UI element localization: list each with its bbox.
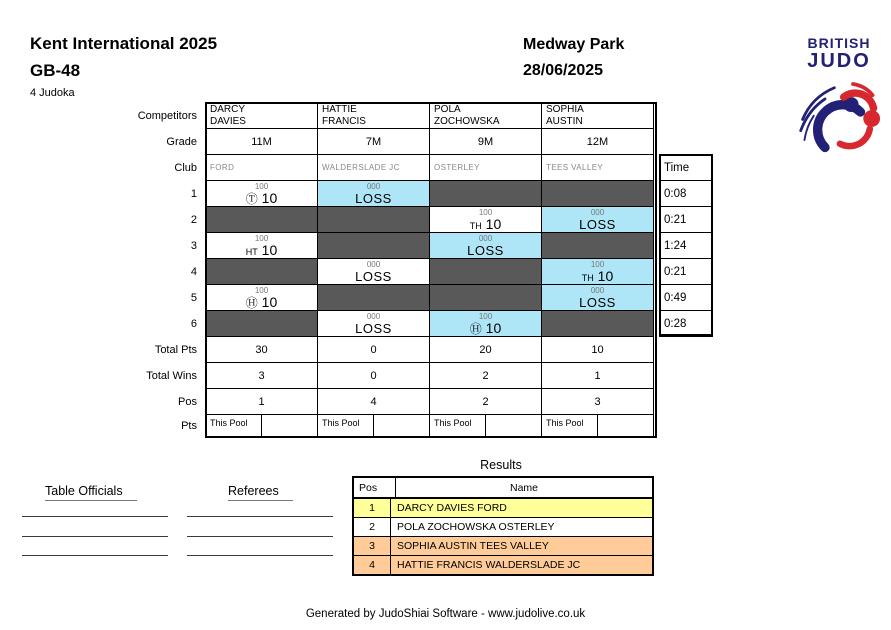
match-cell-loss bbox=[541, 284, 654, 311]
results-header-pos: Pos bbox=[354, 478, 396, 497]
grade-cell: 9M bbox=[429, 128, 542, 155]
time-header-cell: Time bbox=[659, 154, 713, 181]
loss-text: LOSS bbox=[355, 191, 392, 206]
score-tag: Ⓣ bbox=[245, 192, 258, 206]
round-number-label: 1 bbox=[190, 187, 197, 200]
match-cell-loss bbox=[541, 206, 654, 233]
pool-row bbox=[105, 336, 713, 363]
match-time-cell: 1:24 bbox=[659, 232, 713, 259]
loss-text: LOSS bbox=[467, 243, 504, 258]
position-cell: 4 bbox=[317, 388, 430, 415]
club-cell: WALDERSLADE JC bbox=[317, 154, 430, 181]
score-value: 10 bbox=[481, 320, 502, 336]
match-cell-score bbox=[205, 232, 318, 259]
pool-row-cells bbox=[205, 284, 657, 311]
match-points-label: 000 bbox=[366, 260, 381, 269]
grade-cell: 12M bbox=[541, 128, 654, 155]
match-result-text bbox=[206, 191, 317, 207]
match-cell-idle bbox=[541, 180, 654, 207]
match-result-text bbox=[318, 269, 429, 284]
match-result-text bbox=[430, 321, 541, 337]
match-cell-idle bbox=[205, 258, 318, 285]
match-cell-idle bbox=[317, 284, 430, 311]
club-cell: OSTERLEY bbox=[429, 154, 542, 181]
match-points-label: 100 bbox=[478, 312, 493, 321]
result-row bbox=[354, 555, 652, 574]
competitor-last-name: DAVIES bbox=[210, 116, 246, 127]
score-tag: HT bbox=[245, 247, 258, 257]
grade-cell: 7M bbox=[317, 128, 430, 155]
event-date: 28/06/2025 bbox=[523, 62, 604, 79]
competitor-first-name: DARCY bbox=[210, 104, 246, 115]
pool-row-cells bbox=[205, 232, 657, 259]
match-result-text bbox=[542, 295, 653, 310]
match-time-cell: 0:08 bbox=[659, 180, 713, 207]
pool-row bbox=[105, 310, 713, 337]
match-result-text bbox=[206, 243, 317, 259]
competitor-last-name: AUSTIN bbox=[546, 116, 583, 127]
competitor-first-name: SOPHIA bbox=[546, 104, 584, 115]
match-points-label: 100 bbox=[590, 260, 605, 269]
score-value: 10 bbox=[593, 268, 614, 284]
footer-credit: Generated by JudoShiai Software - www.judolive.co.uk bbox=[305, 608, 586, 620]
pts-cell bbox=[205, 414, 318, 438]
result-name-cell: SOPHIA AUSTIN TEES VALLEY bbox=[397, 540, 549, 552]
pool-row bbox=[105, 232, 713, 259]
club-cell: TEES VALLEY bbox=[541, 154, 654, 181]
pts-cell bbox=[541, 414, 654, 438]
result-name-cell: POLA ZOCHOWSKA OSTERLEY bbox=[397, 521, 555, 533]
competitor-name-cell bbox=[541, 102, 654, 129]
pool-row-cells bbox=[205, 336, 657, 363]
match-result-text bbox=[542, 269, 653, 285]
score-tag: Ⓗ bbox=[469, 322, 482, 336]
result-name-cell: HATTIE FRANCIS WALDERSLADE JC bbox=[397, 559, 581, 571]
match-cell-idle bbox=[541, 232, 654, 259]
pool-row bbox=[105, 258, 713, 285]
pool-row-cells bbox=[205, 258, 657, 285]
match-result-text bbox=[430, 217, 541, 233]
signature-line bbox=[187, 516, 333, 517]
pts-label: Pts bbox=[181, 420, 197, 432]
match-time-cell: 0:28 bbox=[659, 310, 713, 337]
venue-name: Medway Park bbox=[523, 36, 625, 53]
result-pos-cell: 1 bbox=[354, 499, 391, 517]
signature-line bbox=[22, 536, 168, 537]
match-time-cell: 0:21 bbox=[659, 258, 713, 285]
match-cell-idle bbox=[429, 284, 542, 311]
match-cell-score bbox=[205, 284, 318, 311]
match-points-label: 100 bbox=[254, 286, 269, 295]
total-wins-cell: 0 bbox=[317, 362, 430, 389]
competitors-label: Competitors bbox=[137, 109, 197, 122]
match-cell-idle bbox=[317, 206, 430, 233]
competitor-last-name: ZOCHOWSKA bbox=[434, 116, 500, 127]
match-result-text bbox=[318, 321, 429, 336]
loss-text: LOSS bbox=[579, 217, 616, 232]
match-cell-score bbox=[205, 180, 318, 207]
this-pool-cell: This Pool bbox=[541, 414, 598, 438]
competitor-name-cell bbox=[317, 102, 430, 129]
total-wins-label: Total Wins bbox=[146, 369, 197, 382]
position-cell: 2 bbox=[429, 388, 542, 415]
score-value: 10 bbox=[257, 242, 278, 258]
pts-value-cell bbox=[373, 414, 430, 438]
pool-row-cells bbox=[205, 128, 657, 155]
club-cell: FORD bbox=[205, 154, 318, 181]
total-pts-label: Total Pts bbox=[154, 343, 197, 356]
pool-row-cells bbox=[205, 362, 657, 389]
pool-row bbox=[105, 128, 713, 155]
pool-row bbox=[105, 206, 713, 233]
total-wins-cell: 3 bbox=[205, 362, 318, 389]
total-pts-cell: 10 bbox=[541, 336, 654, 363]
result-pos-cell: 3 bbox=[354, 537, 391, 555]
result-row bbox=[354, 498, 652, 517]
match-cell-idle bbox=[205, 206, 318, 233]
match-points-label: 100 bbox=[254, 234, 269, 243]
match-cell-score bbox=[429, 310, 542, 337]
pts-value-cell bbox=[597, 414, 654, 438]
competitor-first-name: HATTIE bbox=[322, 104, 357, 115]
score-tag: Ⓗ bbox=[245, 296, 258, 310]
competitor-last-name: FRANCIS bbox=[322, 116, 366, 127]
round-number-label: 3 bbox=[190, 239, 197, 252]
pool-row-cells bbox=[205, 310, 657, 337]
results-table bbox=[352, 476, 654, 576]
this-pool-cell: This Pool bbox=[205, 414, 262, 438]
signature-line bbox=[187, 536, 333, 537]
table-officials-label: Table Officials bbox=[45, 484, 137, 501]
competitor-name-cell bbox=[205, 102, 318, 129]
pool-row-cells bbox=[205, 414, 657, 438]
total-wins-cell: 2 bbox=[429, 362, 542, 389]
score-tag: TH bbox=[581, 273, 594, 283]
loss-text: LOSS bbox=[355, 321, 392, 336]
pool-row-cells bbox=[205, 180, 657, 207]
pool-row-cells bbox=[205, 388, 657, 415]
pool-row-cells bbox=[205, 154, 657, 181]
pool-row bbox=[105, 154, 713, 181]
pool-table bbox=[105, 102, 713, 438]
results-header-row bbox=[354, 478, 652, 498]
pool-row bbox=[105, 284, 713, 311]
pts-value-cell bbox=[261, 414, 318, 438]
match-cell-idle bbox=[429, 258, 542, 285]
category-title: GB-48 bbox=[30, 61, 81, 80]
pool-row bbox=[105, 388, 713, 415]
match-points-label: 000 bbox=[366, 182, 381, 191]
this-pool-cell: This Pool bbox=[429, 414, 486, 438]
judoka-count: 4 Judoka bbox=[30, 87, 75, 99]
position-label: Pos bbox=[178, 395, 197, 408]
match-cell-idle bbox=[317, 232, 430, 259]
competitor-name-cell bbox=[429, 102, 542, 129]
match-cell-loss bbox=[317, 310, 430, 337]
this-pool-cell: This Pool bbox=[317, 414, 374, 438]
match-result-text bbox=[318, 191, 429, 206]
signature-line bbox=[187, 555, 333, 556]
total-pts-cell: 30 bbox=[205, 336, 318, 363]
position-cell: 1 bbox=[205, 388, 318, 415]
pool-row bbox=[105, 362, 713, 389]
pts-cell bbox=[429, 414, 542, 438]
match-result-text bbox=[206, 295, 317, 311]
pool-row bbox=[105, 102, 713, 129]
match-cell-loss bbox=[429, 232, 542, 259]
grade-label: Grade bbox=[166, 135, 197, 148]
match-cell-loss bbox=[317, 180, 430, 207]
judo-figure-icon bbox=[797, 73, 881, 165]
match-cell-idle bbox=[541, 310, 654, 337]
round-number-label: 6 bbox=[190, 317, 197, 330]
grade-cell: 11M bbox=[205, 128, 318, 155]
score-value: 10 bbox=[257, 190, 278, 206]
pool-row-cells bbox=[205, 102, 657, 129]
club-label: Club bbox=[174, 161, 197, 174]
match-points-label: 000 bbox=[366, 312, 381, 321]
pts-cell bbox=[317, 414, 430, 438]
score-value: 10 bbox=[257, 294, 278, 310]
total-pts-cell: 20 bbox=[429, 336, 542, 363]
match-result-text bbox=[542, 217, 653, 232]
referees-label: Referees bbox=[228, 484, 293, 501]
pool-row bbox=[105, 180, 713, 207]
logo-text-british: BRITISH bbox=[807, 35, 871, 51]
score-value: 10 bbox=[481, 216, 502, 232]
position-cell: 3 bbox=[541, 388, 654, 415]
score-tag: TH bbox=[469, 221, 482, 231]
match-cell-loss bbox=[317, 258, 430, 285]
match-cell-score bbox=[429, 206, 542, 233]
match-points-label: 000 bbox=[590, 286, 605, 295]
match-time-cell: 0:21 bbox=[659, 206, 713, 233]
pool-row bbox=[105, 414, 713, 438]
match-points-label: 000 bbox=[478, 234, 493, 243]
pool-row-cells bbox=[205, 206, 657, 233]
british-judo-logo bbox=[795, 36, 883, 170]
round-number-label: 5 bbox=[190, 291, 197, 304]
total-pts-cell: 0 bbox=[317, 336, 430, 363]
signature-line bbox=[22, 516, 168, 517]
results-header-name: Name bbox=[509, 481, 538, 494]
round-number-label: 4 bbox=[190, 265, 197, 278]
match-time-cell: 0:49 bbox=[659, 284, 713, 311]
result-pos-cell: 4 bbox=[354, 556, 391, 574]
match-result-text bbox=[430, 243, 541, 258]
logo-text-judo: JUDO bbox=[807, 50, 871, 72]
total-wins-cell: 1 bbox=[541, 362, 654, 389]
match-cell-idle bbox=[205, 310, 318, 337]
result-row bbox=[354, 517, 652, 536]
match-cell-score bbox=[541, 258, 654, 285]
page-title: Kent International 2025 bbox=[30, 34, 218, 53]
result-row bbox=[354, 536, 652, 555]
match-points-label: 100 bbox=[478, 208, 493, 217]
match-cell-idle bbox=[429, 180, 542, 207]
result-pos-cell: 2 bbox=[354, 518, 391, 536]
result-name-cell: DARCY DAVIES FORD bbox=[397, 502, 507, 514]
competitor-first-name: POLA bbox=[434, 104, 461, 115]
results-title: Results bbox=[480, 458, 522, 472]
loss-text: LOSS bbox=[579, 295, 616, 310]
loss-text: LOSS bbox=[355, 269, 392, 284]
round-number-label: 2 bbox=[190, 213, 197, 226]
signature-line bbox=[22, 555, 168, 556]
match-points-label: 000 bbox=[590, 208, 605, 217]
pts-value-cell bbox=[485, 414, 542, 438]
match-points-label: 100 bbox=[254, 182, 269, 191]
